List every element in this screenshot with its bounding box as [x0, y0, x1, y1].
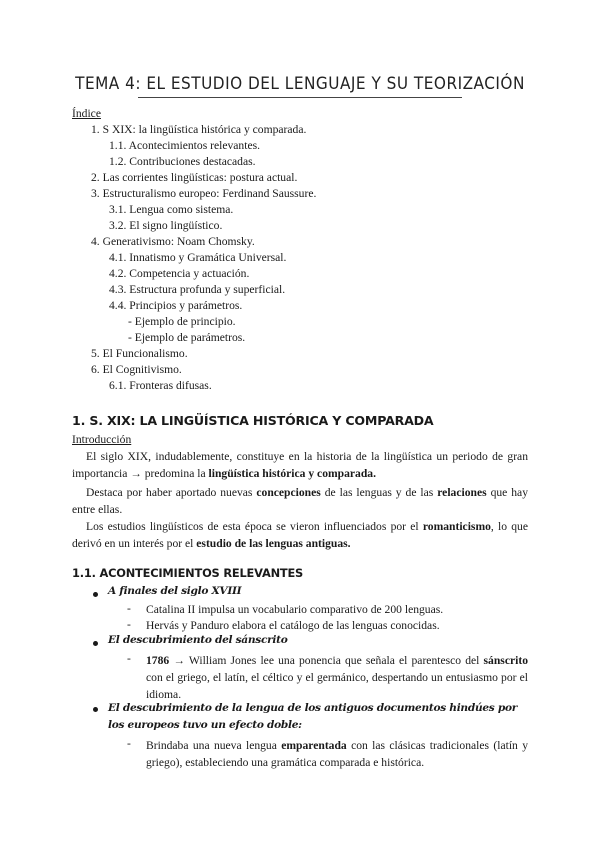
dash-icon: -	[127, 652, 131, 665]
text-run: Brindaba una nueva lengua	[146, 739, 282, 752]
index-item: 3.1. Lengua como sistema.	[109, 203, 234, 216]
index-item: 1.2. Contribuciones destacadas.	[109, 155, 256, 168]
index-heading: Índice	[72, 107, 101, 120]
text-run-bold: 1786	[146, 654, 170, 667]
bullet-dot-icon	[93, 707, 98, 712]
bullet-title: El descubrimiento de la lengua de los antiguos documentos hindúes por los europeos tuvo un efecto doble:	[108, 702, 517, 731]
index-item: 1.1. Acontecimientos relevantes.	[109, 139, 260, 152]
index-item: 4.2. Competencia y actuación.	[109, 267, 250, 280]
text-run-bold: sánscrito	[483, 654, 528, 667]
bullet-subitem: Hervás y Panduro elabora el catálogo de las lenguas conocidas.	[146, 619, 440, 632]
intro-paragraph-1	[72, 448, 528, 482]
index-item: - Ejemplo de principio.	[128, 315, 236, 328]
subsection-heading: 1.1. ACONTECIMIENTOS RELEVANTES	[72, 566, 304, 580]
bullet-subitem: Catalina II impulsa un vocabulario comparativo de 200 lenguas.	[146, 603, 444, 616]
text-run-bold: concepciones	[256, 486, 321, 499]
index-item: - Ejemplo de parámetros.	[128, 331, 246, 344]
index-item: 3.2. El signo lingüístico.	[109, 219, 223, 232]
text-run: , lo que derivó en un interés por el	[72, 520, 529, 550]
index-item: 2. Las corrientes lingüísticas: postura actual.	[91, 171, 298, 184]
text-run-bold: estudio de las lenguas antiguas.	[196, 537, 351, 550]
dash-icon: -	[127, 602, 131, 615]
bullet-dot-icon	[93, 592, 98, 597]
section-heading: 1. S. XIX: LA LINGÜÍSTICA HISTÓRICA Y COMPARADA	[72, 413, 434, 428]
dash-icon: -	[127, 618, 131, 631]
text-run: con las clásicas tradicionales (latín y griego), estableciendo una gramática comparada e histórica.	[146, 739, 528, 769]
intro-paragraph-2	[72, 484, 528, 518]
index-item: 3. Estructuralismo europeo: Ferdinand Saussure.	[91, 187, 317, 200]
text-run-bold: relaciones	[437, 486, 487, 499]
index-item: 6. El Cognitivismo.	[91, 363, 182, 376]
text-run: con el griego, el latín, el céltico y el germánico, despertando un entusiasmo por el idioma.	[146, 671, 528, 701]
text-run-bold: romanticismo	[422, 520, 491, 533]
intro-label: Introducción	[72, 433, 132, 446]
text-run: Los estudios lingüísticos de esta época se vieron influenciados por el	[86, 520, 423, 533]
bullet-title: A finales del siglo XVIII	[108, 585, 242, 597]
dash-icon: -	[127, 737, 131, 750]
text-run: de las lenguas y de las	[320, 486, 438, 499]
index-item: 4.1. Innatismo y Gramática Universal.	[109, 251, 287, 264]
index-item: 4.3. Estructura profunda y superficial.	[109, 283, 286, 296]
index-item: 5. El Funcionalismo.	[91, 347, 188, 360]
page-title: TEMA 4: EL ESTUDIO DEL LENGUAJE Y SU TEORIZACIÓN	[75, 74, 525, 94]
bullet-subitem	[146, 652, 528, 703]
bullet-title: El descubrimiento del sánscrito	[108, 634, 288, 646]
index-item: 1. S XIX: la lingüística histórica y comparada.	[91, 123, 307, 136]
text-run-bold: lingüística histórica y comparada.	[208, 467, 376, 480]
text-run-bold: emparentada	[281, 739, 347, 752]
bullet-subitem	[146, 737, 528, 771]
title-underline	[138, 97, 462, 98]
bullet-dot-icon	[93, 641, 98, 646]
text-run: El siglo XIX, indudablemente, constituye en la historia de la lingüística un periodo de gran importancia → predomina la	[72, 450, 528, 480]
text-run: → William Jones lee una ponencia que señala el parentesco del	[169, 654, 484, 667]
text-run: que hay entre ellas.	[72, 486, 528, 516]
index-item: 6.1. Fronteras difusas.	[109, 379, 212, 392]
text-run: Destaca por haber aportado nuevas	[86, 486, 257, 499]
index-item: 4.4. Principios y parámetros.	[109, 299, 243, 312]
index-item: 4. Generativismo: Noam Chomsky.	[91, 235, 255, 248]
intro-paragraph-3	[72, 518, 528, 552]
